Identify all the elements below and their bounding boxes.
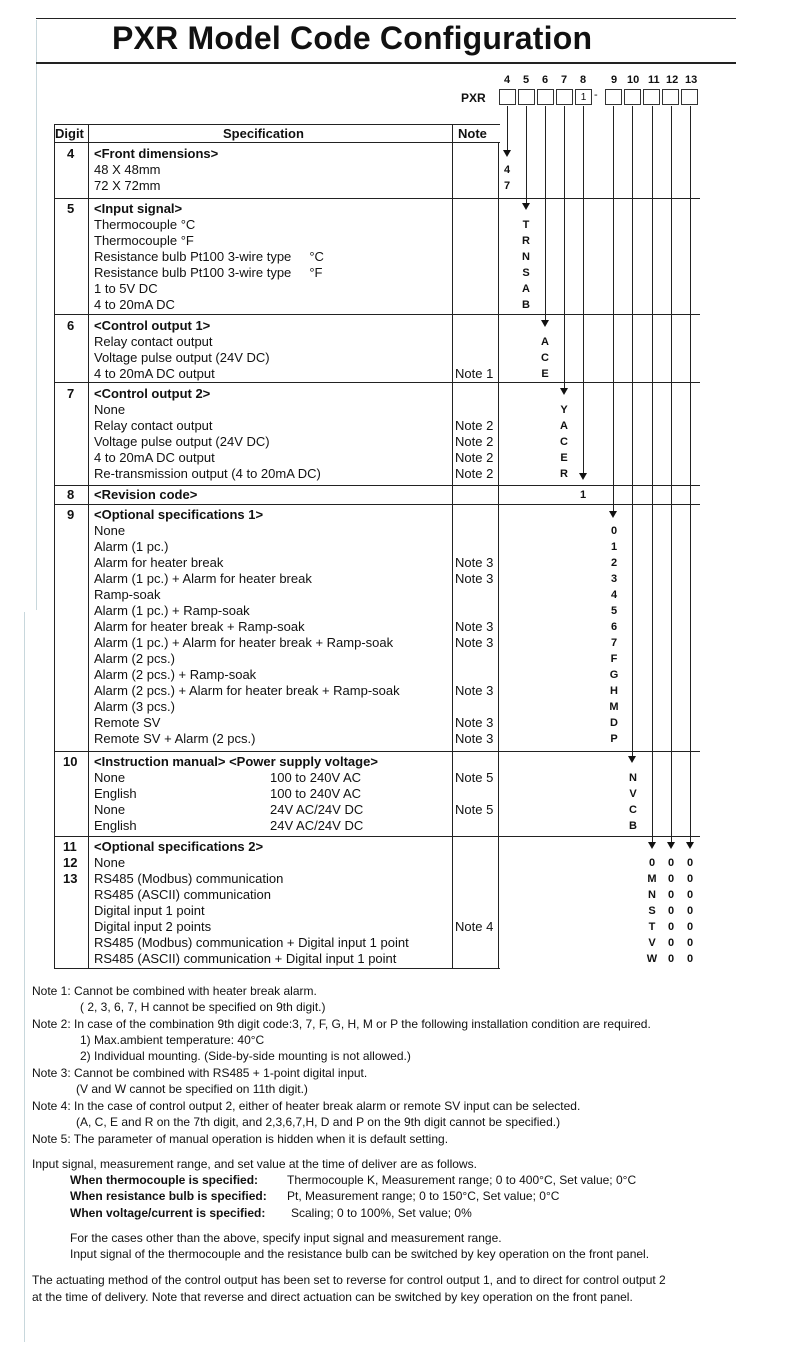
spec-row: Voltage pulse output (24V DC) — [94, 350, 270, 365]
code-dash: - — [594, 89, 598, 101]
spec-voltage: 100 to 240V AC — [270, 770, 362, 785]
box-4 — [499, 89, 516, 105]
code-value: 4 — [610, 589, 618, 601]
spec-row: 4 to 20mA DC output — [94, 366, 215, 381]
pos-5: 5 — [523, 74, 530, 86]
spec-row: Digital input 1 point — [94, 903, 205, 918]
digit-label: 9 — [67, 507, 75, 522]
code-value: D — [610, 717, 618, 729]
code-value: G — [609, 669, 619, 681]
section-title: <Front dimensions> — [94, 146, 219, 161]
spec-row: Digital input 2 points — [94, 919, 212, 934]
code-value: E — [560, 452, 568, 464]
code-value: W — [646, 953, 658, 965]
spec-row: Resistance bulb Pt100 3-wire type °F — [94, 265, 323, 280]
code-value: S — [522, 267, 530, 279]
note-ref: Note 5 — [455, 770, 494, 785]
code-value: 1 — [610, 541, 618, 553]
code-value: 7 — [503, 180, 511, 192]
code-value: H — [610, 685, 618, 697]
note-text: Note 3: Cannot be combined with RS485 + 1-point digital input. — [32, 1066, 368, 1080]
spec-row: English — [94, 786, 137, 801]
code-value: C — [629, 804, 637, 816]
spec-row: Resistance bulb Pt100 3-wire type °C — [94, 249, 324, 264]
pos-12: 12 — [666, 74, 679, 86]
note-ref: Note 2 — [455, 418, 494, 433]
spec-row: Alarm (1 pc.) + Alarm for heater break — [94, 571, 312, 586]
actuating-text: at the time of delivery. Note that reverse and direct actuation can be switched by key operation on the front panel. — [32, 1290, 633, 1304]
spec-voltage: 24V AC/24V DC — [270, 818, 364, 833]
spec-row: None — [94, 802, 126, 817]
note-text: Note 4: In the case of control output 2, either of heater break alarm or remote SV input can be selected. — [32, 1099, 581, 1113]
section-title: <Revision code> — [94, 487, 198, 502]
code-value: Y — [560, 404, 568, 416]
spec-row: None — [94, 855, 126, 870]
box-5 — [518, 89, 535, 105]
page-title: PXR Model Code Configuration — [112, 20, 593, 56]
digit-label: 10 — [63, 754, 78, 769]
code-value: T — [522, 219, 530, 231]
note-ref: Note 2 — [455, 450, 494, 465]
code-value: R — [560, 468, 568, 480]
title-rule — [36, 62, 736, 64]
code-value: 0 — [667, 889, 675, 901]
code-value: C — [541, 352, 549, 364]
section-title: <Instruction manual> <Power supply voltage> — [94, 754, 378, 769]
spec-row: 72 X 72mm — [94, 178, 161, 193]
info-tc-label: When thermocouple is specified: — [70, 1173, 259, 1187]
code-value: 0 — [686, 873, 694, 885]
info-vc-text: Scaling; 0 to 100%, Set value; 0% — [291, 1206, 472, 1220]
note-ref: Note 4 — [455, 919, 494, 934]
code-value: 1 — [579, 489, 587, 501]
code-value: 0 — [686, 905, 694, 917]
code-value: T — [648, 921, 656, 933]
spec-voltage: 24V AC/24V DC — [270, 802, 364, 817]
pos-7: 7 — [561, 74, 568, 86]
section-title: <Optional specifications 1> — [94, 507, 264, 522]
code-value: 0 — [667, 921, 675, 933]
spec-row: Ramp-soak — [94, 587, 161, 602]
digit-label: 4 — [67, 146, 75, 161]
code-value: F — [610, 653, 618, 665]
note-text: (V and W cannot be specified on 11th digit.) — [76, 1082, 308, 1096]
code-value: 0 — [667, 857, 675, 869]
spec-row: Alarm (2 pcs.) + Alarm for heater break + Ramp-soak — [94, 683, 400, 698]
note-ref: Note 2 — [455, 434, 494, 449]
spec-row: Alarm (3 pcs.) — [94, 699, 175, 714]
code-value: V — [629, 788, 637, 800]
spec-row: 4 to 20mA DC output — [94, 450, 215, 465]
code-value: 0 — [686, 889, 694, 901]
spec-row: Remote SV — [94, 715, 161, 730]
pos-9: 9 — [611, 74, 618, 86]
code-value: 0 — [648, 857, 656, 869]
note-ref: Note 3 — [455, 683, 494, 698]
spec-row: Remote SV + Alarm (2 pcs.) — [94, 731, 256, 746]
info-rb-label: When resistance bulb is specified: — [70, 1189, 267, 1203]
note-text: Note 5: The parameter of manual operation is hidden when it is default setting. — [32, 1132, 449, 1146]
spec-row: Alarm (1 pc.) — [94, 539, 169, 554]
spec-row: None — [94, 402, 126, 417]
code-value: 0 — [667, 937, 675, 949]
spec-row: RS485 (ASCII) communication + Digital input 1 point — [94, 951, 397, 966]
box-12 — [662, 89, 679, 105]
code-value: A — [522, 283, 530, 295]
note-text: 2) Individual mounting. (Side-by-side mounting is not allowed.) — [80, 1049, 411, 1063]
spec-row: None — [94, 770, 126, 785]
code-value: 7 — [610, 637, 618, 649]
info-other-1: For the cases other than the above, specify input signal and measurement range. — [70, 1231, 502, 1245]
code-value: S — [648, 905, 656, 917]
spec-row: Alarm (2 pcs.) — [94, 651, 175, 666]
pos-8: 8 — [580, 74, 587, 86]
info-vc-label: When voltage/current is specified: — [70, 1206, 266, 1220]
spec-row: Relay contact output — [94, 334, 213, 349]
code-value: 0 — [686, 937, 694, 949]
note-ref: Note 3 — [455, 715, 494, 730]
code-value: 5 — [610, 605, 618, 617]
spec-row: Alarm (1 pc.) + Ramp-soak — [94, 603, 250, 618]
info-tc-text: Thermocouple K, Measurement range; 0 to 400°C, Set value; 0°C — [287, 1173, 637, 1187]
box-11 — [643, 89, 660, 105]
spec-row: English — [94, 818, 137, 833]
code-value: P — [610, 733, 618, 745]
note-text: ( 2, 3, 6, 7, H cannot be specified on 9th digit.) — [80, 1000, 326, 1014]
spec-voltage: 100 to 240V AC — [270, 786, 362, 801]
code-value: N — [629, 772, 637, 784]
top-rule — [36, 18, 736, 19]
code-value: C — [560, 436, 568, 448]
code-value: B — [629, 820, 637, 832]
code-value: N — [648, 889, 656, 901]
left-guide-line — [36, 20, 37, 610]
spec-row: Alarm (2 pcs.) + Ramp-soak — [94, 667, 257, 682]
note-ref: Note 2 — [455, 466, 494, 481]
pos-11: 11 — [648, 74, 660, 86]
spec-row: Alarm for heater break — [94, 555, 224, 570]
pos-10: 10 — [627, 74, 640, 86]
section-title: <Input signal> — [94, 201, 183, 216]
spec-row: Alarm for heater break + Ramp-soak — [94, 619, 305, 634]
info-rb-text: Pt, Measurement range; 0 to 150°C, Set value; 0°C — [287, 1189, 560, 1203]
code-value: 0 — [667, 873, 675, 885]
actuating-text: The actuating method of the control output has been set to reverse for control output 1, and to direct for control output 2 — [32, 1273, 666, 1287]
box-10 — [624, 89, 641, 105]
code-value: A — [541, 336, 549, 348]
code-value: 0 — [686, 953, 694, 965]
box-7 — [556, 89, 573, 105]
header-spec: Specification — [223, 126, 304, 141]
box-8: 1 — [575, 89, 592, 105]
spec-row: Thermocouple °C — [94, 217, 196, 232]
section-title: <Control output 1> — [94, 318, 211, 333]
code-value: 0 — [686, 921, 694, 933]
note-ref: Note 3 — [455, 571, 494, 586]
code-value: 0 — [610, 525, 618, 537]
note-ref: Note 3 — [455, 731, 494, 746]
spec-row: Relay contact output — [94, 418, 213, 433]
spec-row: RS485 (Modbus) communication + Digital input 1 point — [94, 935, 409, 950]
spec-row: 4 to 20mA DC — [94, 297, 175, 312]
code-value: 0 — [667, 905, 675, 917]
info-intro: Input signal, measurement range, and set value at the time of deliver are as follows. — [32, 1157, 477, 1171]
code-value: 4 — [503, 164, 511, 176]
code-value: 2 — [610, 557, 618, 569]
note-text: Note 1: Cannot be combined with heater break alarm. — [32, 984, 317, 998]
note-text: 1) Max.ambient temperature: 40°C — [80, 1033, 265, 1047]
code-value: 3 — [610, 573, 618, 585]
spec-row: RS485 (Modbus) communication — [94, 871, 284, 886]
code-value: V — [648, 937, 656, 949]
spec-row: 48 X 48mm — [94, 162, 161, 177]
code-value: 6 — [610, 621, 618, 633]
code-value: R — [522, 235, 530, 247]
note-text: Note 2: In case of the combination 9th digit code:3, 7, F, G, H, M or P the following installation condition are required. — [32, 1017, 651, 1031]
spec-row: Voltage pulse output (24V DC) — [94, 434, 270, 449]
note-ref: Note 3 — [455, 619, 494, 634]
spec-row: Thermocouple °F — [94, 233, 194, 248]
section-title: <Control output 2> — [94, 386, 211, 401]
code-value: M — [609, 701, 619, 713]
note-ref: Note 3 — [455, 555, 494, 570]
pos-4: 4 — [504, 74, 511, 86]
spec-row: None — [94, 523, 126, 538]
spec-row: Re-transmission output (4 to 20mA DC) — [94, 466, 321, 481]
pos-6: 6 — [542, 74, 549, 86]
spec-row: RS485 (ASCII) communication — [94, 887, 272, 902]
note-ref: Note 1 — [455, 366, 494, 381]
note-ref: Note 3 — [455, 635, 494, 650]
header-note: Note — [458, 126, 487, 141]
code-value: N — [522, 251, 530, 263]
pos-13: 13 — [685, 74, 698, 86]
box-13 — [681, 89, 698, 105]
left-guide-line-lower — [24, 612, 25, 1342]
digit-label: 11 12 13 — [63, 839, 78, 886]
digit-label: 5 — [67, 201, 75, 216]
box-6 — [537, 89, 554, 105]
digit-label: 6 — [67, 318, 75, 333]
note-text: (A, C, E and R on the 7th digit, and 2,3,6,7,H, D and P on the 9th digit cannot be specified.) — [76, 1115, 561, 1129]
code-value: E — [541, 368, 549, 380]
info-other-2: Input signal of the thermocouple and the resistance bulb can be switched by key operation on the front panel. — [70, 1247, 650, 1261]
header-digit: Digit — [55, 126, 84, 141]
model-prefix: PXR — [461, 91, 486, 105]
note-ref: Note 5 — [455, 802, 494, 817]
code-value: M — [647, 873, 657, 885]
code-value: 0 — [667, 953, 675, 965]
code-value: A — [560, 420, 568, 432]
spec-row: Alarm (1 pc.) + Alarm for heater break + Ramp-soak — [94, 635, 394, 650]
spec-row: 1 to 5V DC — [94, 281, 158, 296]
digit-label: 7 — [67, 386, 75, 401]
section-title: <Optional specifications 2> — [94, 839, 264, 854]
box-9 — [605, 89, 622, 105]
code-value: 0 — [686, 857, 694, 869]
code-value: B — [522, 299, 530, 311]
digit-label: 8 — [67, 487, 75, 502]
